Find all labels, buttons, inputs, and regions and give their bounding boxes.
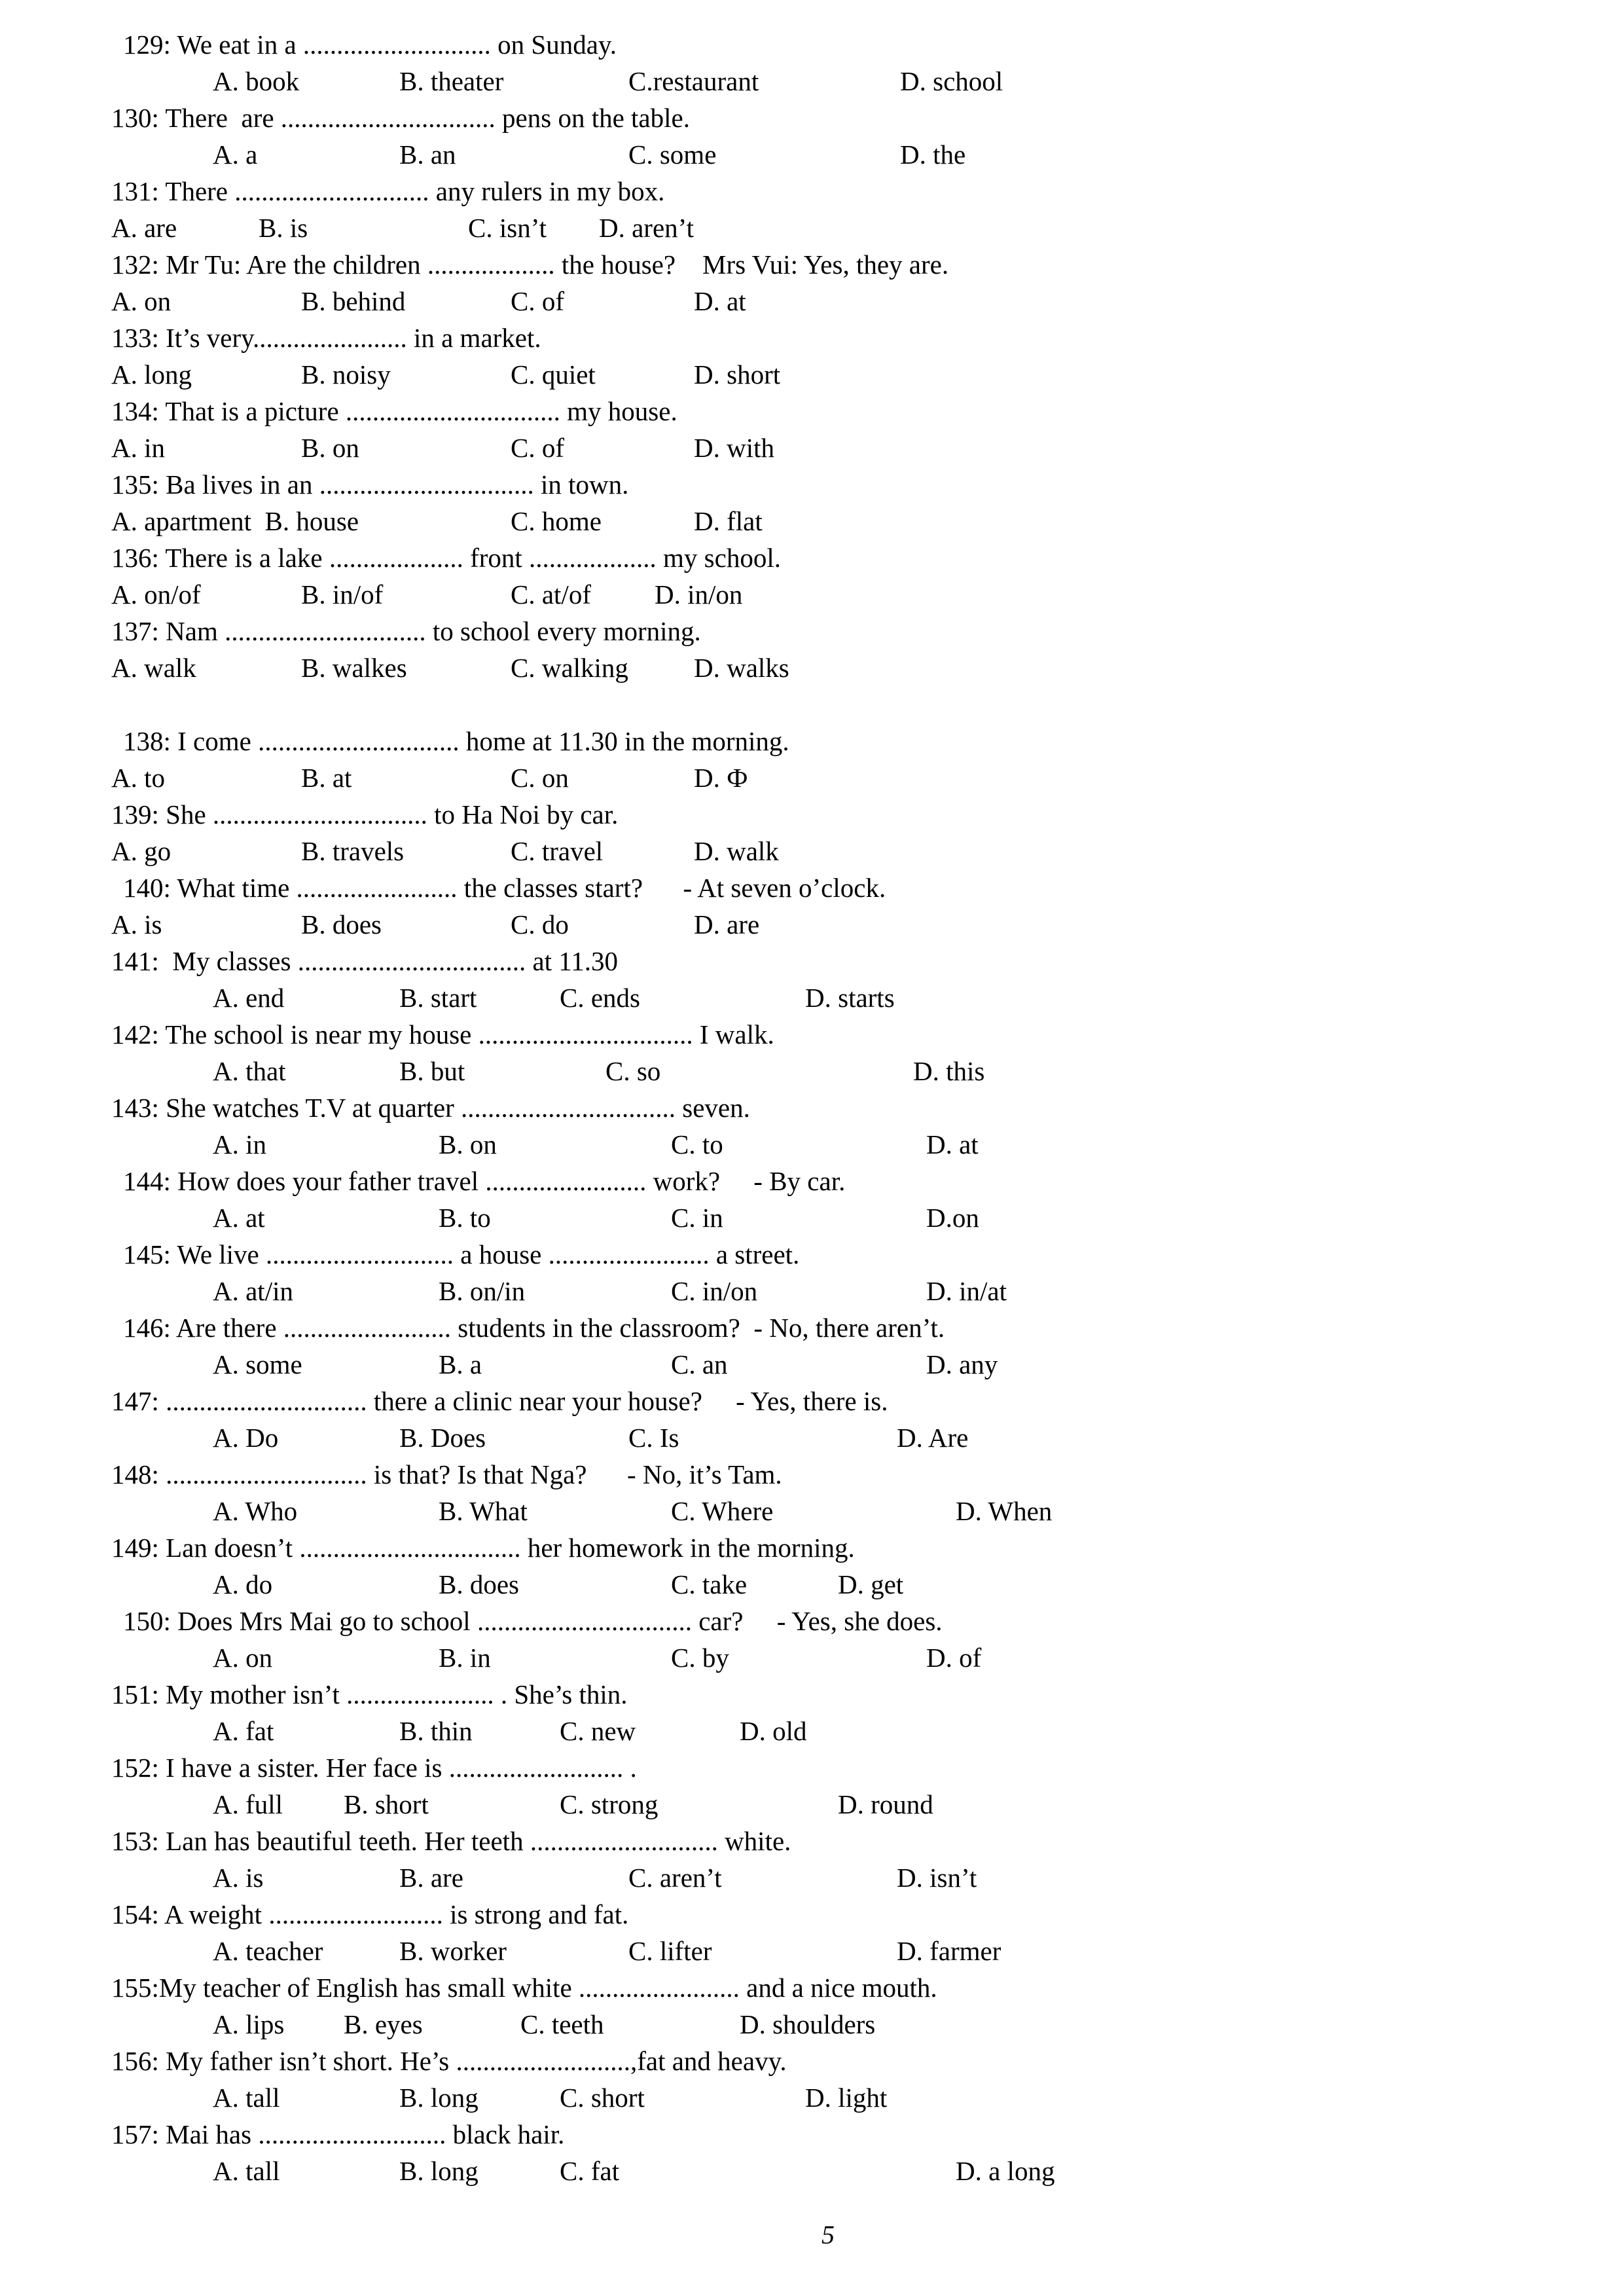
answer-option[interactable]: C. in/on (671, 1276, 758, 1306)
answer-option[interactable]: A. in (111, 433, 165, 463)
answer-option[interactable]: B. on (301, 433, 359, 463)
option-row (111, 210, 1545, 246)
answer-option[interactable]: A. apartment B. house (111, 506, 359, 536)
answer-option[interactable]: B. theater (399, 66, 504, 96)
answer-option[interactable]: C. of (511, 433, 564, 463)
option-row (111, 576, 1545, 613)
option-row (111, 649, 1545, 686)
question-stem: 134: That is a picture ................................ my house. (111, 396, 677, 426)
answer-option[interactable]: B. walkes (301, 653, 407, 683)
option-row (111, 979, 1545, 1016)
answer-option[interactable]: D. with (694, 433, 774, 463)
answer-option[interactable]: D. Ф (694, 763, 748, 793)
answer-option[interactable]: B. to (439, 1203, 491, 1233)
question-block (111, 2116, 1545, 2189)
answer-option[interactable]: A. a (213, 139, 258, 170)
question-block (111, 1969, 1545, 2043)
answer-option[interactable]: A. fat (213, 1716, 274, 1746)
answer-option[interactable]: D. walk (694, 836, 779, 866)
answer-option[interactable]: C. at/of (511, 579, 591, 610)
option-row (111, 2153, 1545, 2189)
question-block (111, 539, 1545, 613)
option-row (111, 1346, 1545, 1383)
answer-option[interactable]: C. home (511, 506, 602, 536)
question-stem: 141: My classes .................................. at 11.30 (111, 946, 619, 976)
question-block (111, 1603, 1545, 1676)
answer-option[interactable]: D. in/at (926, 1276, 1007, 1306)
answer-option[interactable]: C. on (511, 763, 569, 793)
option-row (111, 833, 1545, 869)
question-stem: 155:My teacher of English has small white ........................ and a nice mouth. (111, 1973, 937, 2003)
answer-option[interactable]: D. shoulders (740, 2009, 876, 2039)
question-block (111, 393, 1545, 466)
answer-option[interactable]: B. long (399, 2083, 478, 2113)
answer-option[interactable]: C. isn’t (468, 213, 547, 243)
answer-option[interactable]: B. travels (301, 836, 405, 866)
answer-option[interactable]: A. Who (213, 1496, 298, 1526)
answer-option[interactable]: C. in (671, 1203, 723, 1233)
option-row (111, 2006, 1545, 2043)
option-row (111, 1859, 1545, 1896)
question-stem: 151: My mother isn’t ...................... . She’s thin. (111, 1679, 628, 1709)
answer-option[interactable]: A. end (213, 983, 285, 1013)
answer-option[interactable]: D. are (694, 909, 760, 939)
answer-option[interactable]: A. to (111, 763, 165, 793)
question-block (111, 1676, 1545, 1749)
answer-option[interactable]: A. full (213, 1789, 283, 1819)
answer-option[interactable]: B. but (399, 1056, 465, 1086)
answer-option[interactable]: B. start (399, 983, 477, 1013)
answer-option[interactable]: B. What (439, 1496, 528, 1526)
question-block (111, 869, 1545, 943)
answer-option[interactable]: C. by (671, 1643, 729, 1673)
answer-option[interactable]: A. lips (213, 2009, 285, 2039)
answer-option[interactable]: B. long (399, 2156, 478, 2186)
question-stem: 143: She watches T.V at quarter ................................ seven. (111, 1093, 750, 1123)
answer-option[interactable]: D. flat (694, 506, 763, 536)
question-list (111, 26, 1545, 2189)
question-stem: 150: Does Mrs Mai go to school ................................ car? - Yes, she does. (123, 1606, 943, 1636)
answer-option[interactable]: C. take (671, 1569, 748, 1599)
answer-option[interactable]: C. ends (560, 983, 640, 1013)
page-number: 5 (821, 2220, 835, 2250)
answer-option[interactable]: B. Does (399, 1423, 486, 1453)
question-block (111, 2043, 1545, 2116)
answer-option[interactable]: C. teeth (520, 2009, 604, 2039)
option-row (111, 906, 1545, 943)
answer-option[interactable]: A. some (213, 1349, 302, 1379)
question-block (111, 1456, 1545, 1529)
question-block (111, 943, 1545, 1016)
answer-option[interactable]: B. eyes (344, 2009, 423, 2039)
question-stem: 136: There is a lake .................... front ................... my school. (111, 543, 781, 573)
option-row (111, 429, 1545, 466)
answer-option[interactable]: D. school (900, 66, 1003, 96)
question-block (111, 613, 1545, 686)
question-block (111, 1016, 1545, 1089)
answer-option[interactable]: D. walks (694, 653, 789, 683)
answer-option[interactable]: B. does (301, 909, 382, 939)
answer-option[interactable]: B. are (399, 1863, 463, 1893)
answer-option[interactable]: A. are (111, 213, 177, 243)
option-row (111, 283, 1545, 319)
answer-option[interactable]: D. the (900, 139, 966, 170)
answer-option[interactable]: B. a (439, 1349, 482, 1379)
answer-option[interactable]: D. of (926, 1643, 982, 1673)
question-block (111, 466, 1545, 539)
answer-option[interactable]: B. worker (399, 1936, 507, 1966)
question-block (111, 26, 1545, 100)
option-row (111, 136, 1545, 173)
answer-option[interactable]: B. behind (301, 286, 406, 316)
question-block (111, 173, 1545, 246)
answer-option[interactable]: C. travel (511, 836, 604, 866)
answer-option[interactable]: C. lifter (628, 1936, 712, 1966)
answer-option[interactable]: C. strong (560, 1789, 659, 1819)
answer-option[interactable]: C. short (560, 2083, 645, 2113)
answer-option[interactable]: A. that (213, 1056, 286, 1086)
question-stem: 139: She ................................ to Ha Noi by car. (111, 799, 619, 829)
answer-option[interactable]: D. any (926, 1349, 998, 1379)
answer-option[interactable]: C. some (628, 139, 717, 170)
answer-option[interactable]: C. of (511, 286, 564, 316)
option-row (111, 63, 1545, 100)
question-stem: 145: We live ............................ a house ........................ a street. (123, 1239, 800, 1269)
option-row (111, 2079, 1545, 2116)
answer-option[interactable]: A. on (213, 1643, 273, 1673)
option-row (111, 1419, 1545, 1456)
answer-option[interactable]: C. do (511, 909, 569, 939)
answer-option[interactable]: D. farmer (897, 1936, 1001, 1966)
answer-option[interactable]: D. in/on (655, 579, 743, 610)
answer-option[interactable]: C. new (560, 1716, 636, 1746)
answer-option[interactable]: A. on/of (111, 579, 201, 610)
answer-option[interactable]: D. starts (805, 983, 895, 1013)
question-block (111, 1236, 1545, 1309)
question-stem: 147: .............................. there a clinic near your house? - Yes, there is. (111, 1386, 888, 1416)
option-row (111, 759, 1545, 796)
answer-option[interactable]: B. at (301, 763, 352, 793)
answer-option[interactable]: A. long (111, 359, 192, 390)
answer-option[interactable]: C. aren’t (628, 1863, 722, 1893)
answer-option[interactable]: D. light (805, 2083, 888, 2113)
answer-option[interactable]: A. do (213, 1569, 273, 1599)
question-block (111, 796, 1545, 869)
question-stem: 129: We eat in a ............................ on Sunday. (123, 29, 617, 60)
question-stem: 153: Lan has beautiful teeth. Her teeth ............................ white. (111, 1826, 791, 1856)
question-stem: 148: .............................. is that? Is that Nga? - No, it’s Tam. (111, 1459, 782, 1489)
answer-option[interactable]: B. is (259, 213, 308, 243)
answer-option[interactable]: D. a long (956, 2156, 1055, 2186)
answer-option[interactable]: C. Is (628, 1423, 679, 1453)
question-block (111, 1163, 1545, 1236)
question-stem: 137: Nam .............................. to school every morning. (111, 616, 701, 646)
answer-option[interactable]: D. When (956, 1496, 1053, 1526)
answer-option[interactable]: A. tall (213, 2156, 280, 2186)
option-row (111, 1493, 1545, 1529)
answer-option[interactable]: B. in/of (301, 579, 384, 610)
answer-option[interactable]: D.on (926, 1203, 979, 1233)
answer-option[interactable]: B. an (399, 139, 456, 170)
question-stem: 133: It’s very....................... in a market. (111, 323, 541, 353)
answer-option[interactable]: A. go (111, 836, 171, 866)
answer-option[interactable]: C. walking (511, 653, 628, 683)
question-block (111, 100, 1545, 173)
answer-option[interactable]: A. at/in (213, 1276, 293, 1306)
option-row (111, 1053, 1545, 1089)
question-stem: 146: Are there ......................... students in the classroom? - No, there aren’t. (123, 1313, 945, 1343)
answer-option[interactable]: A. Do (213, 1423, 279, 1453)
question-stem: 154: A weight .......................... is strong and fat. (111, 1899, 629, 1929)
answer-option[interactable]: A. book (213, 66, 300, 96)
option-row (111, 1199, 1545, 1236)
answer-option[interactable]: C. so (605, 1056, 661, 1086)
question-stem: 149: Lan doesn’t ................................. her homework in the morning. (111, 1533, 855, 1563)
answer-option[interactable]: D. this (913, 1056, 985, 1086)
question-block (111, 1309, 1545, 1383)
answer-option[interactable]: C. an (671, 1349, 728, 1379)
question-block (111, 1089, 1545, 1163)
answer-option[interactable]: A. is (213, 1863, 264, 1893)
question-stem: 140: What time ........................ the classes start? - At seven o’clock. (123, 873, 886, 903)
answer-option[interactable]: C.restaurant (628, 66, 759, 96)
question-block (111, 1383, 1545, 1456)
question-block (111, 1749, 1545, 1823)
answer-option[interactable]: A. teacher (213, 1936, 323, 1966)
option-row (111, 1566, 1545, 1603)
answer-option[interactable]: B. does (439, 1569, 519, 1599)
answer-option[interactable]: D. round (838, 1789, 933, 1819)
question-block (111, 1529, 1545, 1603)
question-block (111, 246, 1545, 319)
answer-option[interactable]: D. at (926, 1129, 979, 1159)
answer-option[interactable]: A. on (111, 286, 171, 316)
option-row (111, 1126, 1545, 1163)
answer-option[interactable]: A. in (213, 1129, 266, 1159)
answer-option[interactable]: A. walk (111, 653, 196, 683)
question-stem: 156: My father isn’t short. He’s ..........................,fat and heavy. (111, 2046, 787, 2076)
answer-option[interactable]: D. short (694, 359, 781, 390)
option-row (111, 1933, 1545, 1969)
option-row (111, 1713, 1545, 1749)
option-row (111, 1273, 1545, 1309)
blank-line (111, 686, 1545, 723)
question-block (111, 1896, 1545, 1969)
answer-option[interactable]: B. thin (399, 1716, 473, 1746)
answer-option[interactable]: A. at (213, 1203, 265, 1233)
question-stem: 138: I come .............................. home at 11.30 in the morning. (123, 726, 789, 756)
answer-option[interactable]: B. noisy (301, 359, 391, 390)
answer-option[interactable]: B. on/in (439, 1276, 526, 1306)
option-row (111, 1639, 1545, 1676)
answer-option[interactable]: D. at (694, 286, 746, 316)
question-stem: 142: The school is near my house ................................ I walk. (111, 1019, 774, 1049)
answer-option[interactable]: D. get (838, 1569, 904, 1599)
question-stem: 157: Mai has ............................ black hair. (111, 2119, 565, 2149)
option-row (111, 356, 1545, 393)
answer-option[interactable]: C. fat (560, 2156, 620, 2186)
option-row (111, 1786, 1545, 1823)
answer-option[interactable]: D. isn’t (897, 1863, 977, 1893)
answer-option[interactable]: D. old (740, 1716, 807, 1746)
answer-option[interactable]: D. Are (897, 1423, 969, 1453)
question-stem: 152: I have a sister. Her face is .......................... . (111, 1753, 637, 1783)
question-block (111, 1823, 1545, 1896)
answer-option[interactable]: B. in (439, 1643, 491, 1673)
question-stem: 135: Ba lives in an ................................ in town. (111, 469, 629, 500)
question-stem: 144: How does your father travel ........................ work? - By car. (123, 1166, 846, 1196)
question-stem: 131: There ............................. any rulers in my box. (111, 176, 665, 206)
answer-option[interactable]: C. quiet (511, 359, 596, 390)
answer-option[interactable]: D. aren’t (599, 213, 694, 243)
answer-option[interactable]: C. Where (671, 1496, 774, 1526)
question-block (111, 723, 1545, 796)
question-stem: 130: There are ................................ pens on the table. (111, 103, 690, 133)
answer-option[interactable]: C. to (671, 1129, 723, 1159)
answer-option[interactable]: B. short (344, 1789, 429, 1819)
answer-option[interactable]: B. on (439, 1129, 497, 1159)
option-row (111, 503, 1545, 539)
answer-option[interactable]: A. is (111, 909, 162, 939)
question-stem: 132: Mr Tu: Are the children ................... the house? Mrs Vui: Yes, they are. (111, 249, 949, 280)
answer-option[interactable]: A. tall (213, 2083, 280, 2113)
question-block (111, 319, 1545, 393)
